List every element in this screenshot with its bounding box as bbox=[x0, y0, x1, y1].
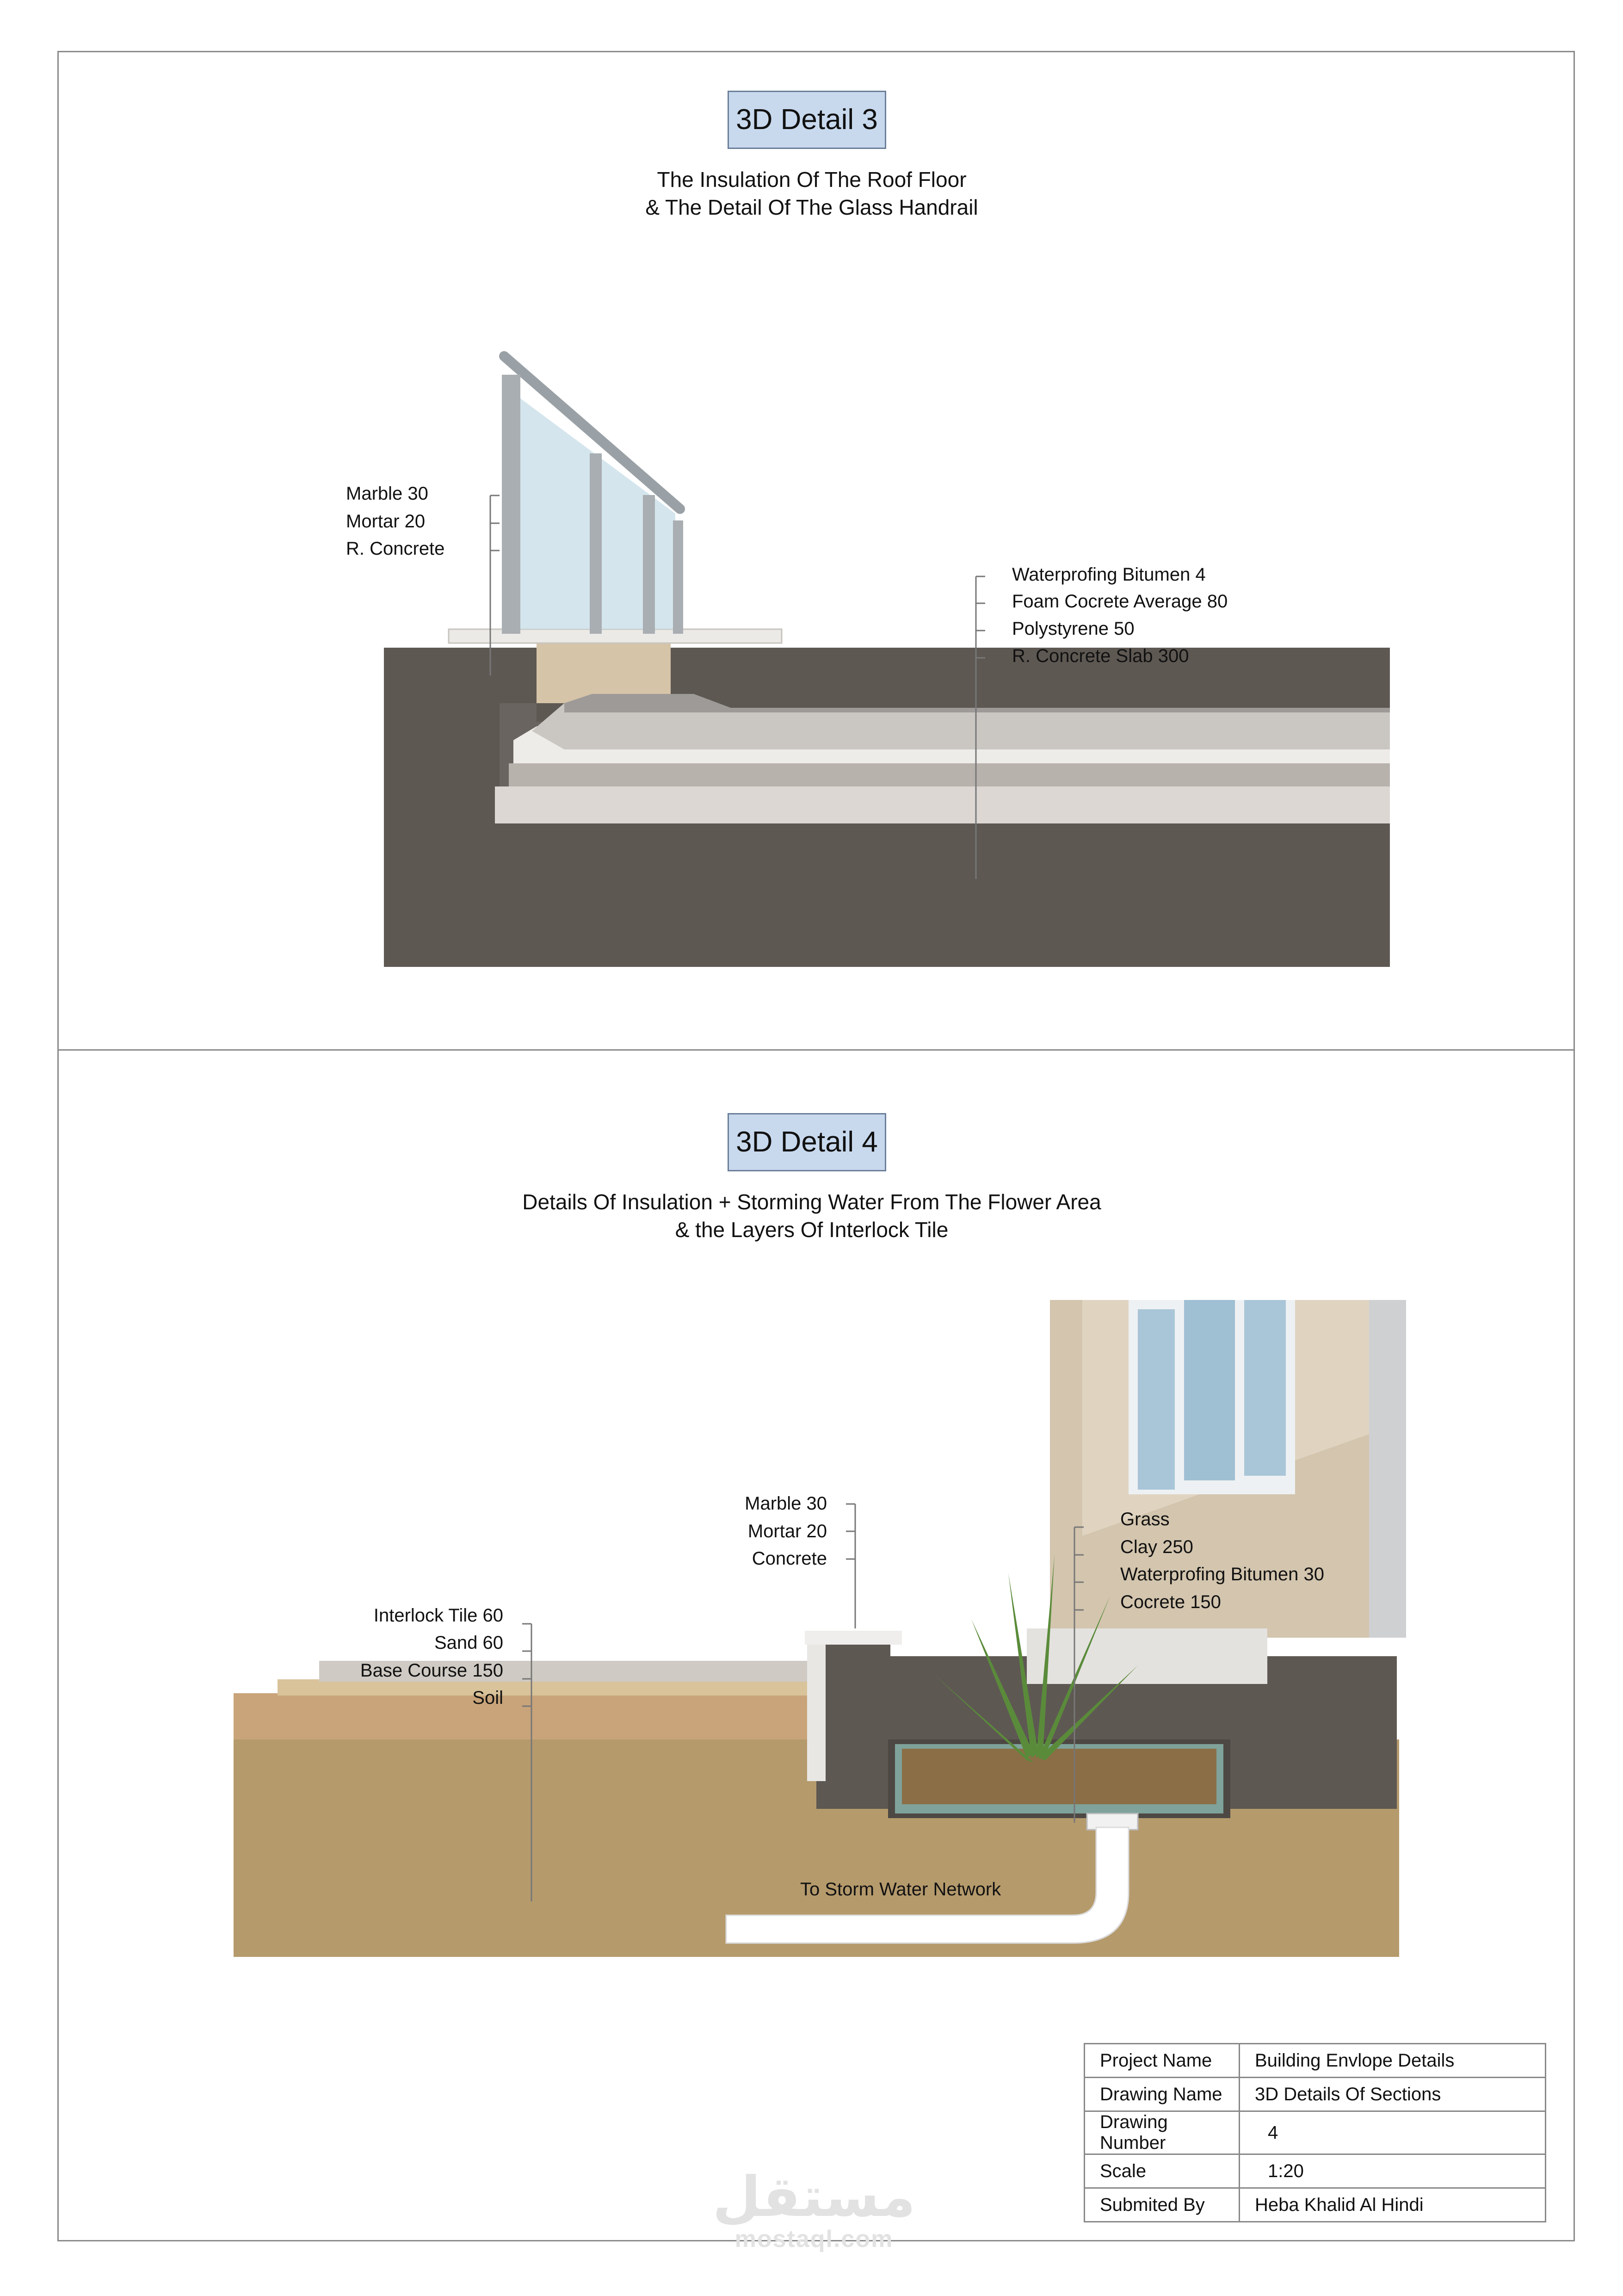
d3-label-r-concrete: R. Concrete bbox=[346, 538, 445, 559]
r-concrete-slab-layer bbox=[495, 786, 1390, 823]
title-block-key: Drawing Name bbox=[1085, 2078, 1240, 2111]
d4-label-cocrete: Cocrete 150 bbox=[1120, 1592, 1221, 1612]
detail4-subtitle-line2: & the Layers Of Interlock Tile bbox=[675, 1218, 949, 1242]
d4-label-grass: Grass bbox=[1120, 1509, 1170, 1529]
planter-back-marble bbox=[1027, 1628, 1267, 1684]
d4-label-waterproofing: Waterprofing Bitumen 30 bbox=[1120, 1564, 1324, 1584]
d4-label-base-course: Base Course 150 bbox=[360, 1660, 503, 1681]
window-glass-1 bbox=[1138, 1309, 1175, 1490]
d3-label-waterproofing: Waterprofing Bitumen 4 bbox=[1012, 564, 1206, 585]
title-block-row bbox=[1085, 2078, 1546, 2111]
detail4-title: 3D Detail 4 bbox=[728, 1113, 886, 1171]
title-block-key: Scale bbox=[1085, 2154, 1240, 2188]
d3-label-polystyrene: Polystyrene 50 bbox=[1012, 619, 1135, 639]
handrail-post-2 bbox=[590, 453, 602, 634]
title-block-value: 3D Details Of Sections bbox=[1240, 2078, 1546, 2111]
handrail-post-4 bbox=[673, 520, 683, 634]
d4-label-soil: Soil bbox=[472, 1688, 503, 1708]
title-block-row bbox=[1085, 2111, 1546, 2154]
window-glass-2 bbox=[1184, 1300, 1235, 1480]
watermark-latin: mostaql.com bbox=[734, 2226, 894, 2253]
detail4-subtitle bbox=[416, 1188, 1207, 1244]
d4-label-concrete: Concrete bbox=[752, 1548, 827, 1569]
title-block-row bbox=[1085, 2154, 1546, 2188]
parapet-wall bbox=[384, 648, 541, 703]
planter-wall-left bbox=[816, 1633, 890, 1809]
title-block-row bbox=[1085, 2044, 1546, 2078]
planter-wall-cap bbox=[805, 1631, 902, 1645]
panel-divider bbox=[57, 1049, 1575, 1051]
clay-fill bbox=[902, 1749, 1216, 1804]
title-block-key: Drawing Number bbox=[1085, 2111, 1240, 2154]
d4-label-marble: Marble 30 bbox=[745, 1493, 827, 1514]
watermark-arabic: مستقل bbox=[712, 2165, 916, 2229]
detail3-subtitle bbox=[509, 166, 1115, 221]
detail3-title: 3D Detail 3 bbox=[728, 91, 886, 149]
d4-label-mortar: Mortar 20 bbox=[747, 1521, 827, 1541]
d4-label-clay: Clay 250 bbox=[1120, 1537, 1193, 1557]
detail3-roof-section-drawing bbox=[379, 333, 1397, 972]
detail4-planter-section-drawing bbox=[231, 1295, 1406, 1962]
handrail-post-1 bbox=[502, 375, 520, 634]
d4-label-sand: Sand 60 bbox=[434, 1633, 503, 1653]
title-block bbox=[1084, 2043, 1546, 2222]
d3-label-foam-concrete: Foam Cocrete Average 80 bbox=[1012, 591, 1228, 612]
planter-wall-marble bbox=[807, 1642, 826, 1781]
window-glass-3 bbox=[1244, 1300, 1286, 1476]
watermark bbox=[712, 2165, 916, 2253]
title-block-value: 4 bbox=[1240, 2111, 1546, 2154]
title-block-key: Project Name bbox=[1085, 2044, 1240, 2078]
detail3-subtitle-line2: & The Detail Of The Glass Handrail bbox=[645, 195, 978, 219]
detail3-subtitle-line1: The Insulation Of The Roof Floor bbox=[657, 167, 967, 192]
adjacent-building bbox=[1369, 1300, 1406, 1638]
handrail-post-3 bbox=[643, 495, 655, 634]
d3-label-slab: R. Concrete Slab 300 bbox=[1012, 646, 1189, 666]
title-block-value: Building Envlope Details bbox=[1240, 2044, 1546, 2078]
parapet-render bbox=[537, 638, 671, 703]
pipe-label: To Storm Water Network bbox=[800, 1879, 1001, 1900]
d3-label-marble: Marble 30 bbox=[346, 483, 428, 504]
d4-label-interlock-tile: Interlock Tile 60 bbox=[373, 1605, 503, 1626]
d3-label-mortar: Mortar 20 bbox=[346, 511, 426, 532]
title-block-value: 1:20 bbox=[1240, 2154, 1546, 2188]
marble-coping bbox=[449, 629, 782, 643]
title-block-row bbox=[1085, 2188, 1546, 2222]
title-block-key: Submited By bbox=[1085, 2188, 1240, 2222]
detail4-subtitle-line1: Details Of Insulation + Storming Water From The Flower Area bbox=[522, 1190, 1101, 1214]
title-block-value: Heba Khalid Al Hindi bbox=[1240, 2188, 1546, 2222]
polystyrene-layer bbox=[509, 763, 1390, 786]
